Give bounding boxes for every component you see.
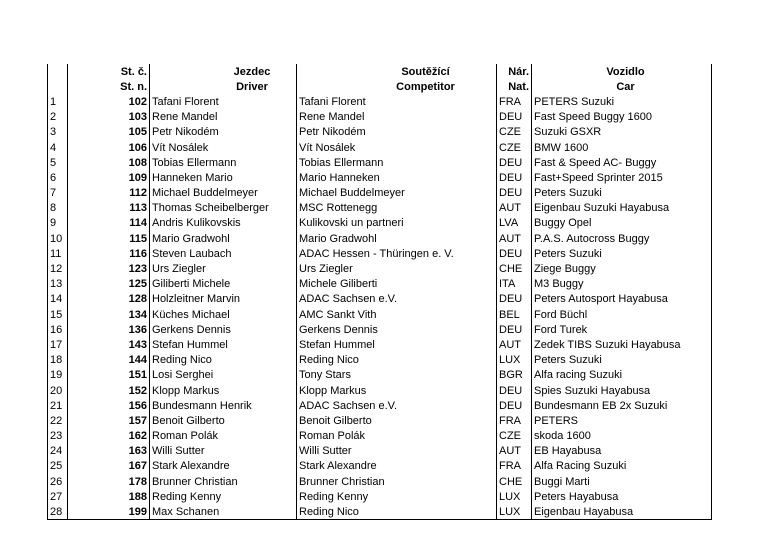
table-row xyxy=(48,246,712,261)
header-car-cz: Vozidlo xyxy=(532,64,712,79)
table-row xyxy=(48,383,712,398)
driver-name: Tobias Ellermann xyxy=(150,155,297,170)
car-name: Buggy Opel xyxy=(532,216,712,231)
driver-name: Klopp Markus xyxy=(150,383,297,398)
car-name: BMW 1600 xyxy=(532,140,712,155)
start-number: 102 xyxy=(68,94,150,109)
nationality: FRA xyxy=(497,413,532,428)
competitor-name: Rene Mandel xyxy=(297,110,497,125)
car-name: Peters Autosport Hayabusa xyxy=(532,292,712,307)
row-index: 1 xyxy=(48,94,68,109)
row-index: 14 xyxy=(48,292,68,307)
driver-name: Gerkens Dennis xyxy=(150,322,297,337)
driver-name: Reding Kenny xyxy=(150,489,297,504)
nationality: DEU xyxy=(497,322,532,337)
row-index: 25 xyxy=(48,459,68,474)
header-row-english xyxy=(48,79,712,94)
row-index: 3 xyxy=(48,125,68,140)
competitor-name: Gerkens Dennis xyxy=(297,322,497,337)
header-driver-cz: Jezdec xyxy=(150,64,297,79)
driver-name: Giliberti Michele xyxy=(150,277,297,292)
row-index: 24 xyxy=(48,444,68,459)
driver-name: Rene Mandel xyxy=(150,110,297,125)
car-name: EB Hayabusa xyxy=(532,444,712,459)
header-number-en: St. n. xyxy=(68,79,150,94)
row-index: 18 xyxy=(48,353,68,368)
row-index: 2 xyxy=(48,110,68,125)
driver-name: Mario Gradwohl xyxy=(150,231,297,246)
competitor-name: Vít Nosálek xyxy=(297,140,497,155)
car-name: Peters Suzuki xyxy=(532,353,712,368)
table-row xyxy=(48,444,712,459)
header-driver-en: Driver xyxy=(150,79,297,94)
competitor-name: Brunner Christian xyxy=(297,474,497,489)
entry-list-table xyxy=(47,64,712,520)
table-row xyxy=(48,186,712,201)
header-index-cell xyxy=(48,79,68,94)
nationality: BEL xyxy=(497,307,532,322)
nationality: DEU xyxy=(497,170,532,185)
table-row xyxy=(48,170,712,185)
header-competitor-en: Competitor xyxy=(297,79,497,94)
row-index: 7 xyxy=(48,186,68,201)
car-name: Ziege Buggy xyxy=(532,261,712,276)
car-name: Suzuki GSXR xyxy=(532,125,712,140)
start-number: 136 xyxy=(68,322,150,337)
driver-name: Stefan Hummel xyxy=(150,337,297,352)
competitor-name: Reding Nico xyxy=(297,504,497,519)
competitor-name: ADAC Hessen - Thüringen e. V. xyxy=(297,246,497,261)
row-index: 4 xyxy=(48,140,68,155)
nationality: DEU xyxy=(497,155,532,170)
competitor-name: Reding Nico xyxy=(297,353,497,368)
competitor-name: Kulikovski un partneri xyxy=(297,216,497,231)
driver-name: Urs Ziegler xyxy=(150,261,297,276)
table-row xyxy=(48,368,712,383)
row-index: 28 xyxy=(48,504,68,519)
table-row xyxy=(48,474,712,489)
nationality: LUX xyxy=(497,489,532,504)
table-row xyxy=(48,231,712,246)
driver-name: Petr Nikodém xyxy=(150,125,297,140)
nationality: BGR xyxy=(497,368,532,383)
driver-name: Michael Buddelmeyer xyxy=(150,186,297,201)
driver-name: Willi Sutter xyxy=(150,444,297,459)
table-row xyxy=(48,504,712,519)
header-number-cz: St. č. xyxy=(68,64,150,79)
car-name: PETERS xyxy=(532,413,712,428)
header-row-czech xyxy=(48,64,712,79)
competitor-name: Petr Nikodém xyxy=(297,125,497,140)
competitor-name: Tony Stars xyxy=(297,368,497,383)
table-row xyxy=(48,398,712,413)
nationality: FRA xyxy=(497,94,532,109)
row-index: 11 xyxy=(48,246,68,261)
car-name: skoda 1600 xyxy=(532,429,712,444)
car-name: Alfa Racing Suzuki xyxy=(532,459,712,474)
nationality: FRA xyxy=(497,459,532,474)
start-number: 163 xyxy=(68,444,150,459)
competitor-name: MSC Rottenegg xyxy=(297,201,497,216)
table-row xyxy=(48,337,712,352)
competitor-name: Stefan Hummel xyxy=(297,337,497,352)
car-name: Peters Suzuki xyxy=(532,186,712,201)
start-number: 106 xyxy=(68,140,150,155)
table-row xyxy=(48,261,712,276)
row-index: 17 xyxy=(48,337,68,352)
competitor-name: ADAC Sachsen e.V. xyxy=(297,292,497,307)
start-number: 105 xyxy=(68,125,150,140)
table-row xyxy=(48,94,712,109)
competitor-name: ADAC Sachsen e.V. xyxy=(297,398,497,413)
start-number: 188 xyxy=(68,489,150,504)
row-index: 6 xyxy=(48,170,68,185)
competitor-name: Michele Giliberti xyxy=(297,277,497,292)
nationality: AUT xyxy=(497,337,532,352)
car-name: P.A.S. Autocross Buggy xyxy=(532,231,712,246)
car-name: Zedek TIBS Suzuki Hayabusa xyxy=(532,337,712,352)
start-number: 103 xyxy=(68,110,150,125)
nationality: CZE xyxy=(497,429,532,444)
header-index-cell xyxy=(48,64,68,79)
start-number: 151 xyxy=(68,368,150,383)
driver-name: Roman Polák xyxy=(150,429,297,444)
driver-name: Vít Nosálek xyxy=(150,140,297,155)
nationality: AUT xyxy=(497,444,532,459)
nationality: LUX xyxy=(497,504,532,519)
table-row xyxy=(48,140,712,155)
nationality: DEU xyxy=(497,292,532,307)
start-number: 128 xyxy=(68,292,150,307)
car-name: Peters Hayabusa xyxy=(532,489,712,504)
car-name: Buggi Marti xyxy=(532,474,712,489)
row-index: 9 xyxy=(48,216,68,231)
competitor-name: AMC Sankt Vith xyxy=(297,307,497,322)
nationality: ITA xyxy=(497,277,532,292)
driver-name: Reding Nico xyxy=(150,353,297,368)
competitor-name: Benoit Gilberto xyxy=(297,413,497,428)
table-row xyxy=(48,489,712,504)
competitor-name: Michael Buddelmeyer xyxy=(297,186,497,201)
start-number: 178 xyxy=(68,474,150,489)
header-nat-en: Nat. xyxy=(497,79,532,94)
nationality: CHE xyxy=(497,474,532,489)
nationality: LUX xyxy=(497,353,532,368)
start-number: 156 xyxy=(68,398,150,413)
nationality: DEU xyxy=(497,246,532,261)
competitor-name: Mario Gradwohl xyxy=(297,231,497,246)
table-row xyxy=(48,201,712,216)
driver-name: Stark Alexandre xyxy=(150,459,297,474)
entry-list-sheet xyxy=(47,64,712,520)
start-number: 167 xyxy=(68,459,150,474)
table-row xyxy=(48,429,712,444)
competitor-name: Stark Alexandre xyxy=(297,459,497,474)
car-name: Eigenbau Suzuki Hayabusa xyxy=(532,201,712,216)
nationality: AUT xyxy=(497,231,532,246)
competitor-name: Tobias Ellermann xyxy=(297,155,497,170)
start-number: 134 xyxy=(68,307,150,322)
nationality: CZE xyxy=(497,125,532,140)
table-row xyxy=(48,353,712,368)
row-index: 15 xyxy=(48,307,68,322)
competitor-name: Reding Kenny xyxy=(297,489,497,504)
nationality: DEU xyxy=(497,383,532,398)
driver-name: Küches Michael xyxy=(150,307,297,322)
start-number: 162 xyxy=(68,429,150,444)
table-row xyxy=(48,110,712,125)
row-index: 22 xyxy=(48,413,68,428)
competitor-name: Mario Hanneken xyxy=(297,170,497,185)
start-number: 109 xyxy=(68,170,150,185)
table-row xyxy=(48,125,712,140)
row-index: 20 xyxy=(48,383,68,398)
row-index: 27 xyxy=(48,489,68,504)
nationality: CZE xyxy=(497,140,532,155)
start-number: 144 xyxy=(68,353,150,368)
competitor-name: Urs Ziegler xyxy=(297,261,497,276)
start-number: 115 xyxy=(68,231,150,246)
start-number: 123 xyxy=(68,261,150,276)
car-name: Fast Speed Buggy 1600 xyxy=(532,110,712,125)
nationality: AUT xyxy=(497,201,532,216)
car-name: Fast & Speed AC- Buggy xyxy=(532,155,712,170)
row-index: 8 xyxy=(48,201,68,216)
nationality: DEU xyxy=(497,110,532,125)
competitor-name: Willi Sutter xyxy=(297,444,497,459)
car-name: Fast+Speed Sprinter 2015 xyxy=(532,170,712,185)
start-number: 114 xyxy=(68,216,150,231)
car-name: Peters Suzuki xyxy=(532,246,712,261)
driver-name: Max Schanen xyxy=(150,504,297,519)
row-index: 23 xyxy=(48,429,68,444)
competitor-name: Roman Polák xyxy=(297,429,497,444)
car-name: Ford Turek xyxy=(532,322,712,337)
start-number: 112 xyxy=(68,186,150,201)
driver-name: Bundesmann Henrik xyxy=(150,398,297,413)
start-number: 113 xyxy=(68,201,150,216)
car-name: PETERS Suzuki xyxy=(532,94,712,109)
driver-name: Hanneken Mario xyxy=(150,170,297,185)
start-number: 116 xyxy=(68,246,150,261)
driver-name: Thomas Scheibelberger xyxy=(150,201,297,216)
row-index: 12 xyxy=(48,261,68,276)
table-row xyxy=(48,155,712,170)
competitor-name: Klopp Markus xyxy=(297,383,497,398)
header-car-en: Car xyxy=(532,79,712,94)
table-row xyxy=(48,459,712,474)
car-name: Spies Suzuki Hayabusa xyxy=(532,383,712,398)
table-row xyxy=(48,322,712,337)
row-index: 21 xyxy=(48,398,68,413)
nationality: CHE xyxy=(497,261,532,276)
driver-name: Brunner Christian xyxy=(150,474,297,489)
car-name: Bundesmann EB 2x Suzuki xyxy=(532,398,712,413)
nationality: DEU xyxy=(497,398,532,413)
driver-name: Losi Serghei xyxy=(150,368,297,383)
start-number: 108 xyxy=(68,155,150,170)
driver-name: Steven Laubach xyxy=(150,246,297,261)
car-name: Ford Büchl xyxy=(532,307,712,322)
row-index: 16 xyxy=(48,322,68,337)
table-row xyxy=(48,413,712,428)
driver-name: Tafani Florent xyxy=(150,94,297,109)
competitor-name: Tafani Florent xyxy=(297,94,497,109)
row-index: 26 xyxy=(48,474,68,489)
start-number: 143 xyxy=(68,337,150,352)
car-name: M3 Buggy xyxy=(532,277,712,292)
nationality: LVA xyxy=(497,216,532,231)
driver-name: Benoit Gilberto xyxy=(150,413,297,428)
row-index: 19 xyxy=(48,368,68,383)
header-nat-cz: Nár. xyxy=(497,64,532,79)
table-row xyxy=(48,292,712,307)
row-index: 13 xyxy=(48,277,68,292)
table-row xyxy=(48,216,712,231)
driver-name: Andris Kulikovskis xyxy=(150,216,297,231)
table-row xyxy=(48,277,712,292)
driver-name: Holzleitner Marvin xyxy=(150,292,297,307)
table-row xyxy=(48,307,712,322)
car-name: Eigenbau Hayabusa xyxy=(532,504,712,519)
header-competitor-cz: Soutěžící xyxy=(297,64,497,79)
start-number: 125 xyxy=(68,277,150,292)
car-name: Alfa racing Suzuki xyxy=(532,368,712,383)
entry-list-body xyxy=(48,64,712,520)
row-index: 5 xyxy=(48,155,68,170)
start-number: 152 xyxy=(68,383,150,398)
start-number: 157 xyxy=(68,413,150,428)
start-number: 199 xyxy=(68,504,150,519)
row-index: 10 xyxy=(48,231,68,246)
nationality: DEU xyxy=(497,186,532,201)
